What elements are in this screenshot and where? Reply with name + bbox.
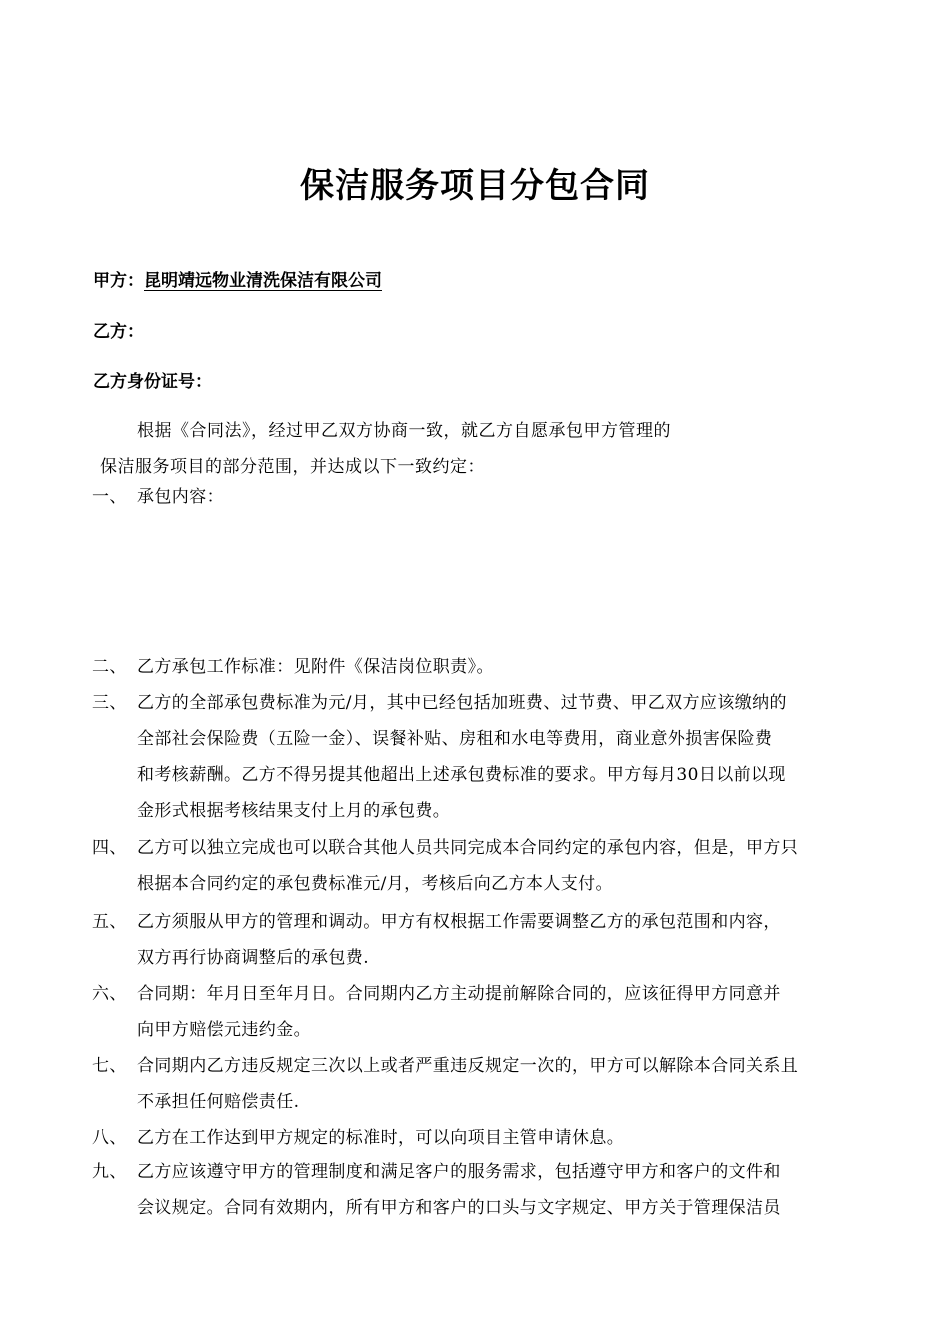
clause-line: 乙方可以独立完成也可以联合其他人员共同完成本合同约定的承包内容，但是，甲方只	[137, 838, 799, 858]
party-b-id-line	[93, 367, 212, 392]
party-b-label: 乙方：	[93, 322, 144, 342]
clause-line: 会议规定。合同有效期内，所有甲方和客户的口头与文字规定、甲方关于管理保洁员	[137, 1198, 781, 1218]
clause-line: 乙方的全部承包费标准为元/月，其中已经包括加班费、过节费、甲乙双方应该缴纳的	[137, 693, 787, 713]
clause-8	[92, 1120, 872, 1156]
party-a-value: 昆明靖远物业清洗保洁有限公司	[144, 271, 382, 291]
clause-line: 全部社会保险费（五险一金）、误餐补贴、房租和水电等费用，商业意外损害保险费	[137, 729, 773, 749]
clause-number: 六、	[92, 984, 127, 1004]
clause-number: 五、	[92, 912, 127, 932]
clause-line: 和考核薪酬。乙方不得另提其他超出上述承包费标准的要求。甲方每月30日以前以现	[137, 765, 786, 785]
clause-number: 三、	[92, 693, 127, 713]
clause-number: 四、	[92, 838, 127, 858]
clause-number: 七、	[92, 1056, 127, 1076]
clause-line: 合同期：年月日至年月日。合同期内乙方主动提前解除合同的，应该征得甲方同意并	[137, 984, 781, 1004]
clause-4	[92, 830, 872, 902]
clause-line: 乙方在工作达到甲方规定的标准时，可以向项目主管申请休息。	[137, 1128, 625, 1148]
clause-number: 二、	[92, 657, 127, 677]
party-b-id-label: 乙方身份证号：	[93, 372, 212, 392]
clause-line: 乙方须服从甲方的管理和调动。甲方有权根据工作需要调整乙方的承包范围和内容，	[137, 912, 781, 932]
clause-line: 乙方承包工作标准：见附件《保洁岗位职责》。	[137, 657, 494, 677]
clause-2	[92, 649, 872, 685]
party-a-line	[93, 266, 382, 291]
intro-line-1: 根据《合同法》，经过甲乙双方协商一致，就乙方自愿承包甲方管理的	[137, 421, 671, 441]
clause-line: 双方再行协商调整后的承包费.	[137, 948, 370, 968]
clause-6	[92, 976, 872, 1048]
clause-line: 金形式根据考核结果支付上月的承包费。	[137, 801, 451, 821]
clause-line: 承包内容：	[137, 487, 224, 507]
clause-number: 八、	[92, 1128, 127, 1148]
clause-line: 根据本合同约定的承包费标准元/月，考核后向乙方本人支付。	[137, 874, 613, 894]
clause-1	[92, 479, 872, 515]
clause-7	[92, 1048, 872, 1120]
clause-5	[92, 904, 872, 976]
clause-9	[92, 1154, 872, 1226]
clause-line: 合同期内乙方违反规定三次以上或者严重违反规定一次的，甲方可以解除本合同关系且	[137, 1056, 799, 1076]
party-b-line	[93, 317, 144, 342]
party-a-label: 甲方：	[93, 271, 144, 291]
clause-number: 一、	[92, 487, 127, 507]
clause-line: 乙方应该遵守甲方的管理制度和满足客户的服务需求，包括遵守甲方和客户的文件和	[137, 1162, 781, 1182]
clause-line: 不承担任何赔偿责任.	[137, 1092, 300, 1112]
clause-line: 向甲方赔偿元违约金。	[137, 1020, 311, 1040]
page-title: 保洁服务项目分包合同	[300, 166, 650, 206]
clause-3	[92, 685, 872, 829]
intro-line-2: 保洁服务项目的部分范围，并达成以下一致约定：	[100, 457, 485, 477]
clause-number: 九、	[92, 1162, 127, 1182]
